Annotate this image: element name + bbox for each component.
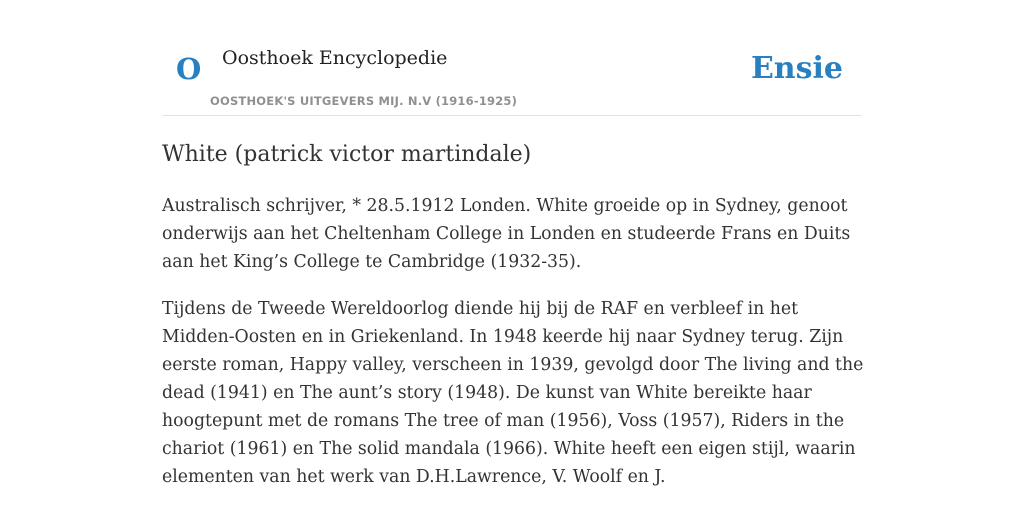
publisher-subtitle: OOSTHOEK'S UITGEVERS MIJ. N.V (1916-1925): [210, 94, 518, 108]
article-title: White (patrick victor martindale): [162, 142, 532, 167]
article-paragraph-1: Australisch schrijver, * 28.5.1912 Londen. White groeide op in Sydney, genoot onderwijs aan het Cheltenham College in Londen en studeerde Frans en Duits aan het King’s College te Cambridge (1932-35).: [162, 196, 851, 272]
ensie-brand-link[interactable]: Ensie: [750, 51, 843, 86]
page-container: [162, 0, 864, 487]
encyclopedia-logo[interactable]: O: [176, 52, 202, 86]
article-paragraph-2: Tijdens de Tweede Wereldoorlog diende hij bij de RAF en verbleef in het Midden-Oosten en in Griekenland. In 1948 keerde hij naar Sydney terug. Zijn eerste roman, Happy valley, verscheen in 1939, gevolgd door The living and the dead (1941) en The aunt’s story (1948). De kunst van White bereikte haar hoogtepunt met de romans The tree of man (1956), Voss (1957), Riders in the chariot (1961) en The solid mandala (1966). White heeft een eigen stijl, waarin elementen van het werk van D.H.Lawrence, V. Woolf en J.: [162, 299, 864, 487]
encyclopedia-name-link[interactable]: Oosthoek Encyclopedie: [222, 47, 448, 69]
site-header: [162, 0, 862, 116]
